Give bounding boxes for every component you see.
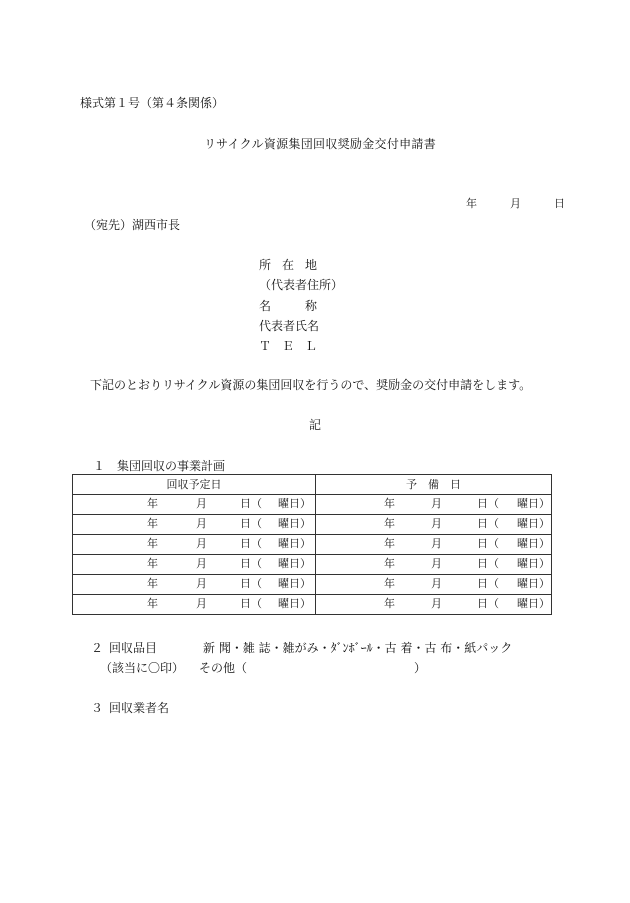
reserve-date-cell xyxy=(316,575,552,595)
date-day-label: 日（ xyxy=(477,597,499,610)
date-weekday-label: 曜日） xyxy=(278,537,311,550)
addressee: （宛先）湖西市長 xyxy=(84,218,181,232)
table-row xyxy=(73,555,552,575)
scheduled-date-cell xyxy=(73,515,316,535)
date-month-label: 月 xyxy=(196,597,207,610)
document-title: リサイクル資源集団回収奨励金交付申請書 xyxy=(204,137,437,151)
section3-number: ３ xyxy=(91,701,104,715)
table-row xyxy=(73,575,552,595)
form-number: 様式第１号（第４条関係） xyxy=(80,96,225,110)
scheduled-date-cell xyxy=(73,575,316,595)
date-month-label: 月 xyxy=(196,537,207,550)
applicant-rep-name-label: 代表者氏名 xyxy=(259,319,320,333)
applicant-address-label: 所在地 xyxy=(259,258,317,272)
table-row xyxy=(73,595,552,615)
date-year-label: 年 xyxy=(147,557,158,570)
date-weekday-label: 曜日） xyxy=(517,537,550,550)
date-weekday-label: 曜日） xyxy=(517,577,550,590)
section1-heading xyxy=(93,459,225,474)
date-year: 年 xyxy=(466,197,477,210)
collection-schedule-table xyxy=(72,474,552,615)
reserve-date-cell xyxy=(316,535,552,555)
section1-title: 集団回収の事業計画 xyxy=(117,459,226,473)
date-day-label: 日（ xyxy=(477,557,499,570)
date-year-label: 年 xyxy=(384,577,395,590)
date-month-label: 月 xyxy=(431,537,442,550)
other-items-label: その他（ xyxy=(199,661,248,675)
date-day-label: 日（ xyxy=(240,577,262,590)
date-weekday-label: 曜日） xyxy=(517,557,550,570)
header-scheduled-date: 回収予定日 xyxy=(73,475,316,495)
table-row xyxy=(73,515,552,535)
date-weekday-label: 曜日） xyxy=(278,597,311,610)
section1-number: １ xyxy=(93,459,106,473)
date-year-label: 年 xyxy=(147,537,158,550)
date-day-label: 日（ xyxy=(477,517,499,530)
header-reserve-date: 予 備 日 xyxy=(316,475,552,495)
scheduled-date-cell xyxy=(73,595,316,615)
ki-heading: 記 xyxy=(309,418,322,432)
date-month-label: 月 xyxy=(196,557,207,570)
reserve-date-cell xyxy=(316,515,552,535)
date-year-label: 年 xyxy=(384,597,395,610)
date-year-label: 年 xyxy=(147,497,158,510)
date-month-label: 月 xyxy=(431,557,442,570)
table-row xyxy=(73,495,552,515)
scheduled-date-cell xyxy=(73,535,316,555)
scheduled-date-cell xyxy=(73,555,316,575)
date-month-label: 月 xyxy=(431,517,442,530)
date-day-label: 日（ xyxy=(240,497,262,510)
date-weekday-label: 曜日） xyxy=(517,497,550,510)
reserve-date-cell xyxy=(316,595,552,615)
date-year-label: 年 xyxy=(384,537,395,550)
circle-note: （該当に〇印） xyxy=(100,661,185,675)
date-month-label: 月 xyxy=(431,597,442,610)
date-day-label: 日（ xyxy=(240,597,262,610)
section2-number: ２ xyxy=(91,641,104,655)
date-day-label: 日（ xyxy=(477,497,499,510)
date-day-label: 日（ xyxy=(240,517,262,530)
date-month: 月 xyxy=(510,197,521,210)
scheduled-date-cell xyxy=(73,495,316,515)
date-day-label: 日（ xyxy=(477,577,499,590)
date-year-label: 年 xyxy=(147,517,158,530)
date-year-label: 年 xyxy=(147,597,158,610)
date-weekday-label: 曜日） xyxy=(278,577,311,590)
date-weekday-label: 曜日） xyxy=(517,517,550,530)
date-weekday-label: 曜日） xyxy=(278,497,311,510)
table-row xyxy=(73,535,552,555)
section3-label: 回収業者名 xyxy=(109,701,170,715)
date-year-label: 年 xyxy=(384,497,395,510)
date-month-label: 月 xyxy=(196,517,207,530)
date-weekday-label: 曜日） xyxy=(278,517,311,530)
date-year-label: 年 xyxy=(384,557,395,570)
date-month-label: 月 xyxy=(196,497,207,510)
date-day-label: 日（ xyxy=(477,537,499,550)
date-line xyxy=(466,197,565,211)
date-day: 日 xyxy=(554,197,565,210)
applicant-tel-label: ＴＥＬ xyxy=(259,339,317,353)
date-year-label: 年 xyxy=(147,577,158,590)
date-month-label: 月 xyxy=(196,577,207,590)
other-items-close: ） xyxy=(414,661,427,675)
application-statement: 下記のとおりリサイクル資源の集団回収を行うので、奨励金の交付申請をします。 xyxy=(90,378,532,392)
date-month-label: 月 xyxy=(431,577,442,590)
date-weekday-label: 曜日） xyxy=(517,597,550,610)
reserve-date-cell xyxy=(316,555,552,575)
date-weekday-label: 曜日） xyxy=(278,557,311,570)
applicant-name-label: 名称 xyxy=(259,299,317,313)
date-day-label: 日（ xyxy=(240,537,262,550)
date-month-label: 月 xyxy=(431,497,442,510)
applicant-rep-address-label: （代表者住所） xyxy=(259,278,344,292)
date-year-label: 年 xyxy=(384,517,395,530)
date-day-label: 日（ xyxy=(240,557,262,570)
section2-label: 回収品目 xyxy=(109,641,158,655)
reserve-date-cell xyxy=(316,495,552,515)
collection-items-list: 新 聞・雑 誌・雑がみ・ﾀﾞﾝﾎﾞｰﾙ・古 着・古 布・紙パック xyxy=(203,641,513,655)
